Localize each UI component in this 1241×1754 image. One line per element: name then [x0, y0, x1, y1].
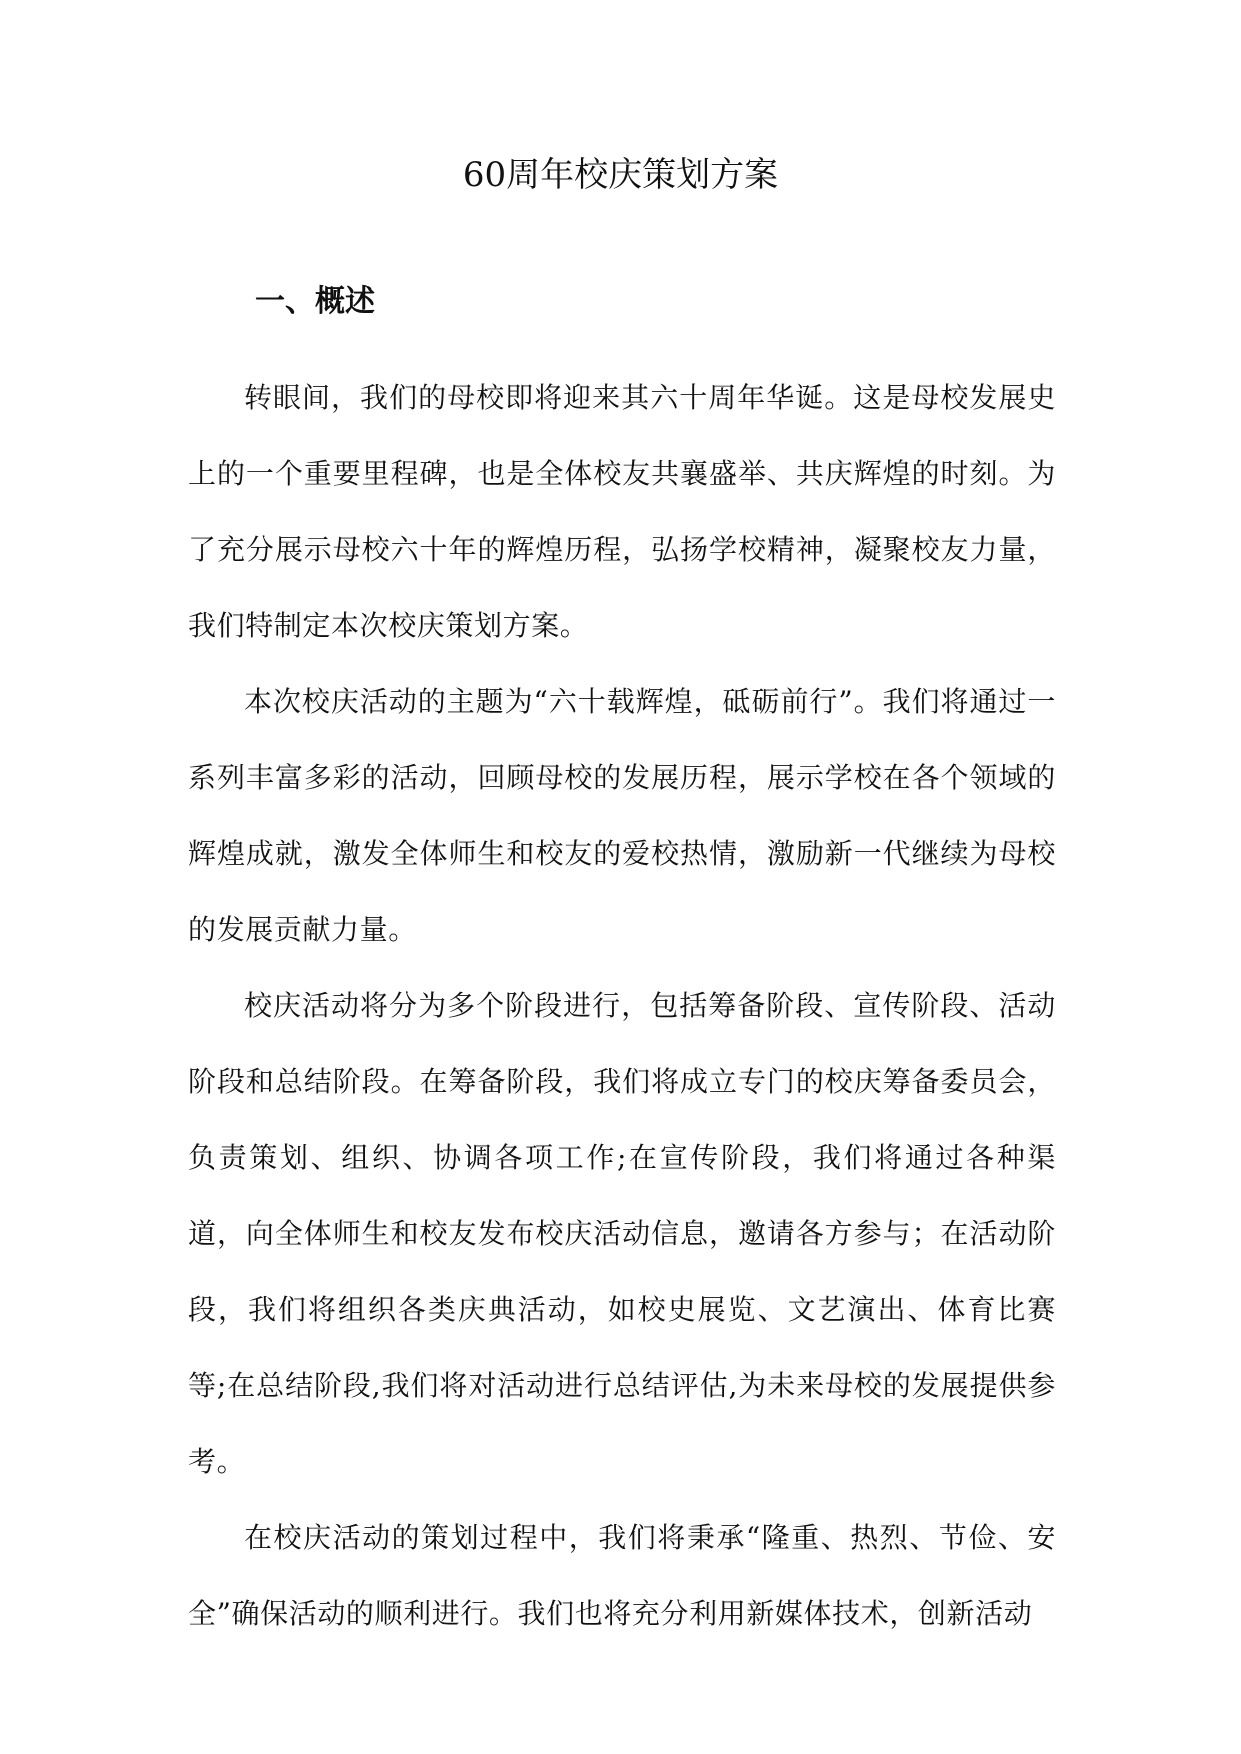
paragraph-1: 转眼间，我们的母校即将迎来其六十周年华诞。这是母校发展史上的一个重要里程碑，也是全体校友共襄盛举、共庆辉煌的时刻。为了充分展示母校六十年的辉煌历程，弘扬学校精神，凝聚校友力量，我们特制定本次校庆策划方案。: [188, 381, 1056, 642]
section-heading: 一、概述: [255, 284, 375, 319]
document-body: [188, 360, 1056, 1652]
paragraph-4: 在校庆活动的策划过程中，我们将秉承“隆重、热烈、节俭、安全”确保活动的顺利进行。我们也将充分利用新媒体技术，创新活动: [188, 1521, 1056, 1630]
paragraph-3: 校庆活动将分为多个阶段进行，包括筹备阶段、宣传阶段、活动阶段和总结阶段。在筹备阶段，我们将成立专门的校庆筹备委员会，负责策划、组织、协调各项工作;在宣传阶段，我们将通过各种渠道，向全体师生和校友发布校庆活动信息，邀请各方参与；在活动阶段，我们将组织各类庆典活动，如校史展览、文艺演出、体育比赛等;在总结阶段,我们将对活动进行总结评估,为未来母校的发展提供参考。: [188, 989, 1056, 1478]
paragraph-2: 本次校庆活动的主题为“六十载辉煌，砥砺前行”。我们将通过一系列丰富多彩的活动，回顾母校的发展历程，展示学校在各个领域的辉煌成就，激发全体师生和校友的爱校热情，激励新一代继续为母校的发展贡献力量。: [188, 685, 1056, 946]
document-title: 60周年校庆策划方案: [462, 155, 779, 195]
